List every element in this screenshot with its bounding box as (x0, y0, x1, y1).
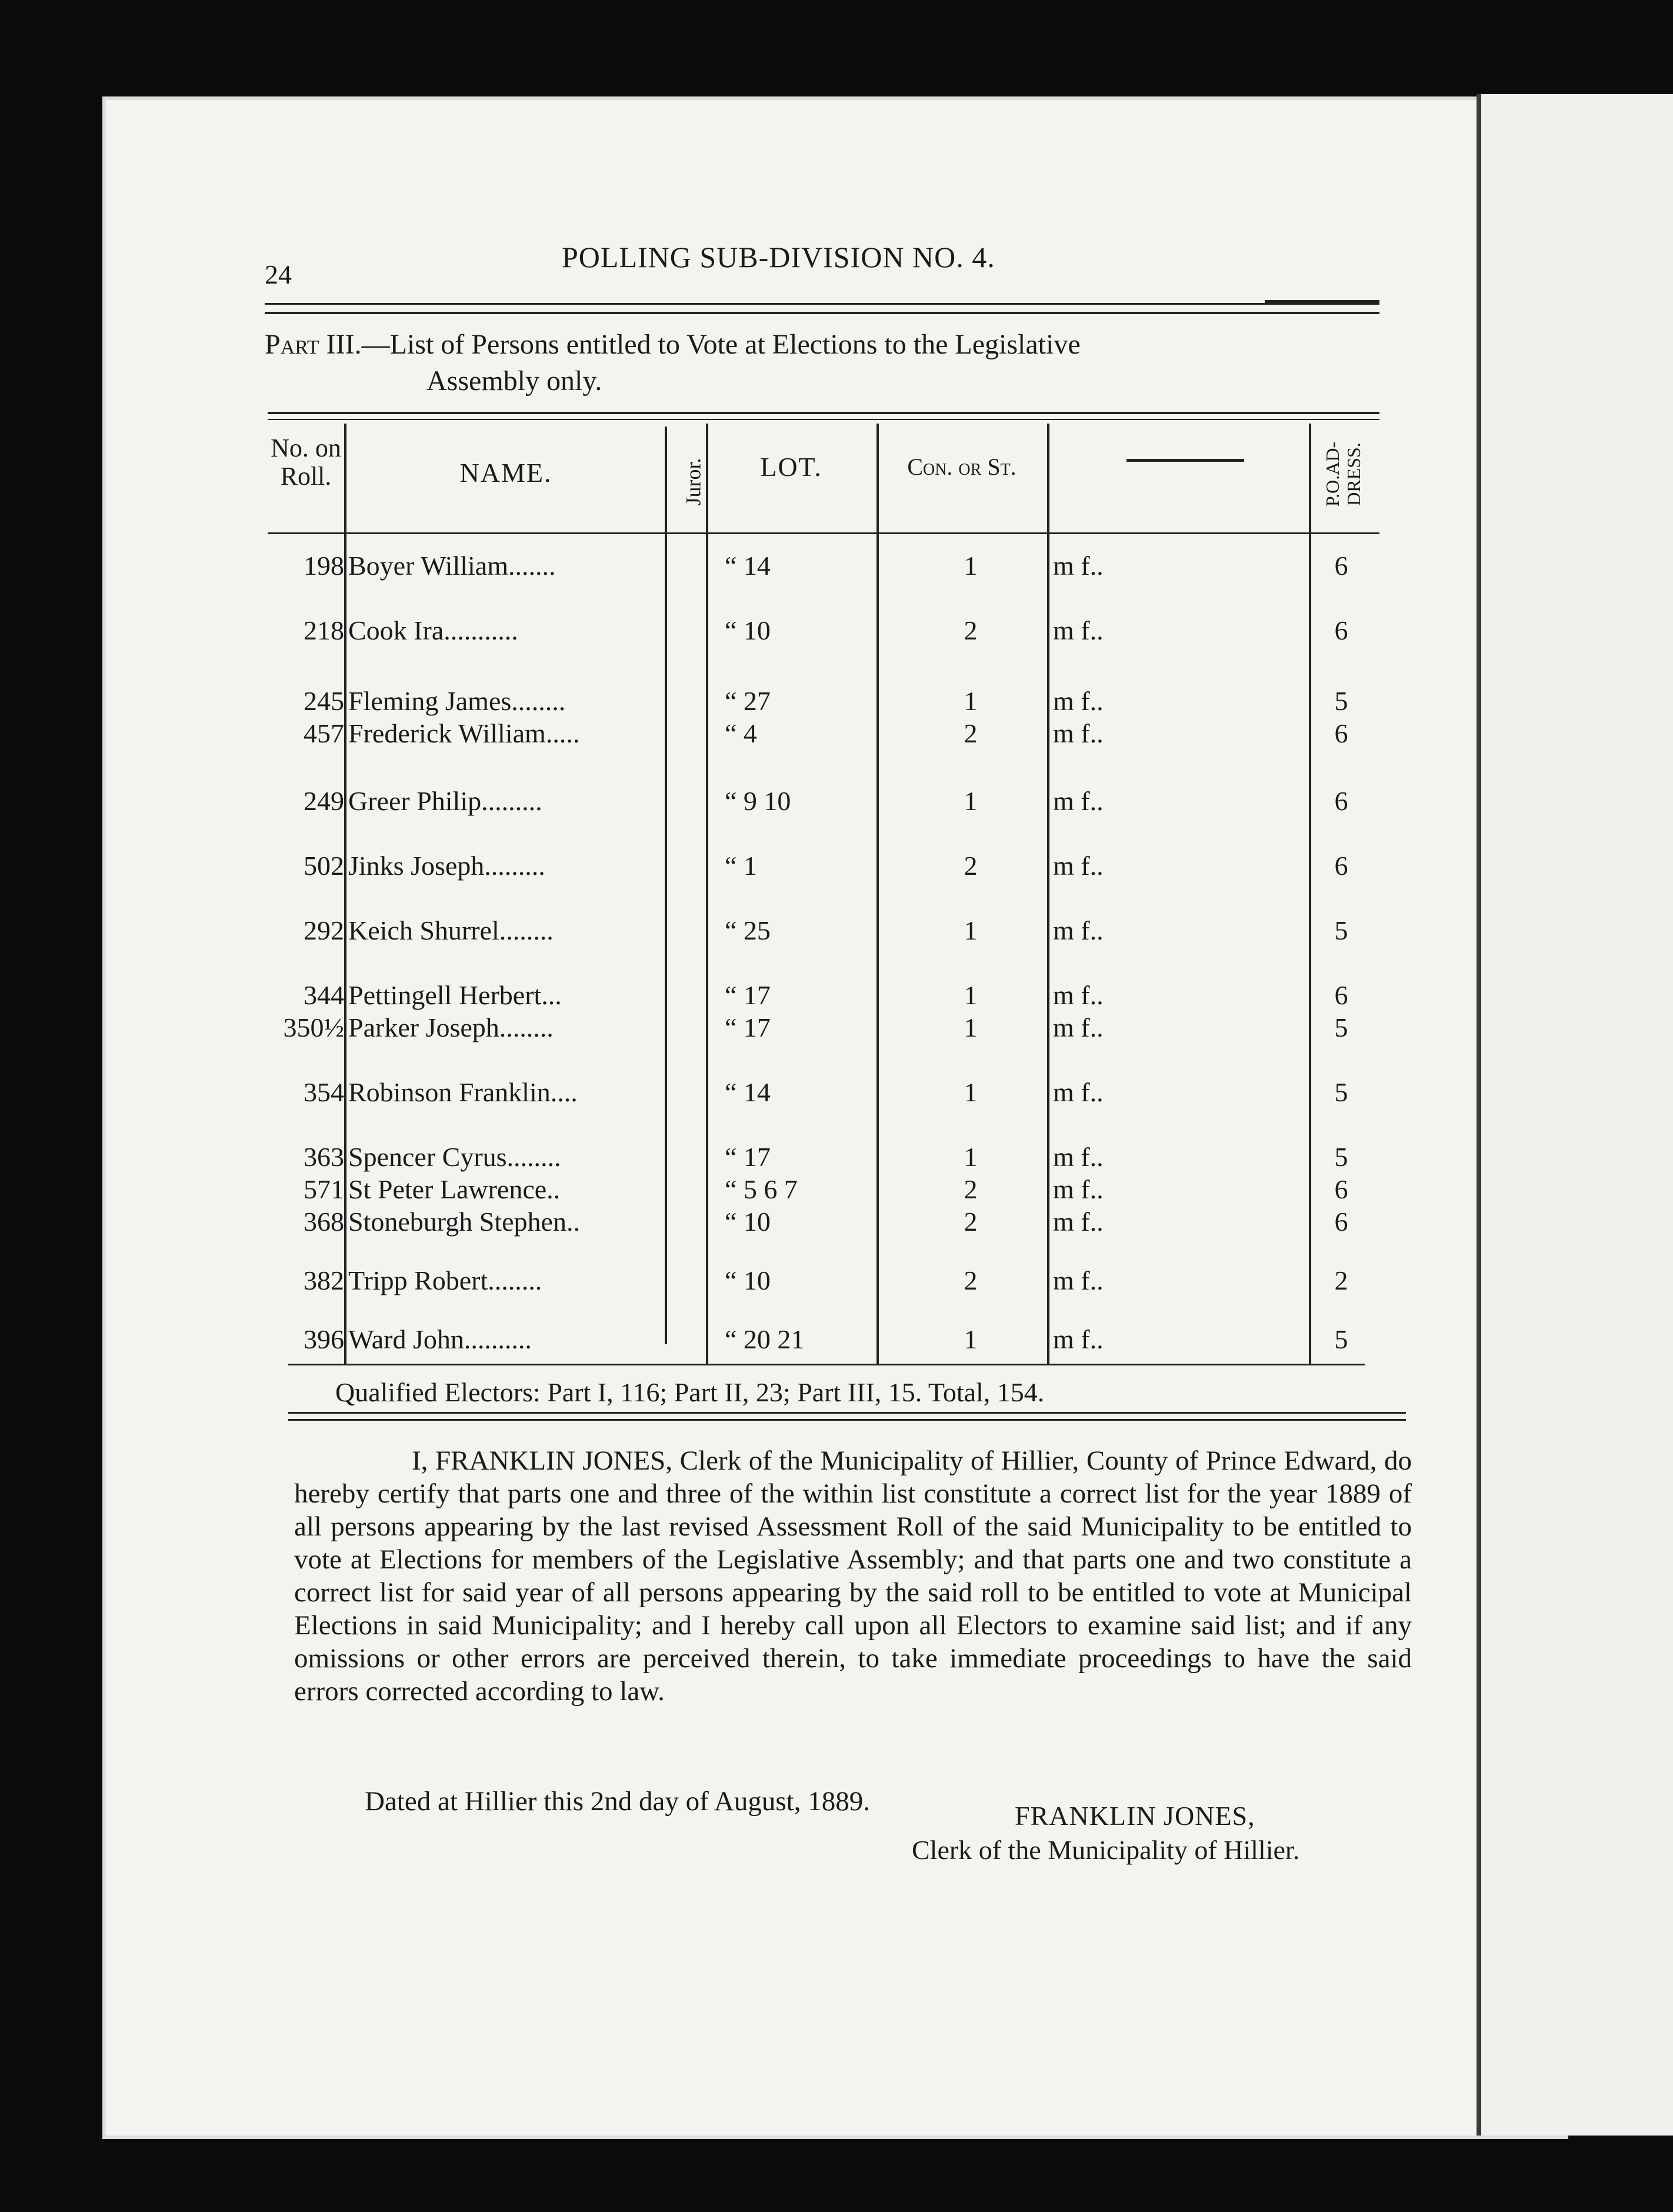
lot: “ 17 (725, 980, 771, 1010)
part-label: Part III. (265, 329, 362, 360)
table-row (0, 718, 1673, 749)
roll-number: 502 (304, 851, 344, 881)
header-rule-thin (265, 303, 1379, 305)
status: m f.. (1053, 551, 1104, 581)
roll-number: 396 (304, 1324, 344, 1354)
header-juror-label: Juror. (681, 458, 705, 506)
elector-name: Stoneburgh Stephen.. (348, 1207, 580, 1237)
status: m f.. (1053, 851, 1104, 881)
elector-name: Boyer William....... (348, 551, 556, 581)
lot: “ 25 (725, 915, 771, 945)
table-row (0, 1012, 1673, 1044)
lot: “ 27 (725, 686, 771, 716)
roll-number: 363 (304, 1142, 344, 1172)
header-juror (669, 438, 705, 527)
facing-page-edge (1477, 94, 1673, 2136)
po-address: 5 (1334, 1142, 1348, 1172)
totals-rule-1 (288, 1412, 1406, 1414)
po-address: 2 (1334, 1265, 1348, 1295)
lot: “ 10 (725, 1207, 771, 1237)
concession: 1 (964, 915, 978, 945)
po-address: 6 (1334, 786, 1348, 816)
table-row (0, 915, 1673, 947)
roll-number: 368 (304, 1207, 344, 1237)
po-address: 6 (1334, 551, 1348, 581)
concession: 1 (964, 1324, 978, 1354)
concession: 1 (964, 1142, 978, 1172)
elector-name: St Peter Lawrence.. (348, 1174, 561, 1204)
header-blank-dash (1127, 459, 1244, 462)
status: m f.. (1053, 718, 1104, 748)
status: m f.. (1053, 1142, 1104, 1172)
po-address: 5 (1334, 915, 1348, 945)
table-row (0, 850, 1673, 882)
table-row (0, 1141, 1673, 1173)
part-title-line2: Assembly only. (426, 365, 602, 397)
lot: “ 14 (725, 1077, 771, 1107)
status: m f.. (1053, 980, 1104, 1010)
lot: “ 14 (725, 551, 771, 581)
concession: 2 (964, 1174, 978, 1204)
table-row (0, 1174, 1673, 1205)
table-row (0, 550, 1673, 582)
page-number: 24 (265, 259, 292, 289)
header-name: NAME. (459, 458, 552, 488)
roll-number: 382 (304, 1265, 344, 1295)
lot: “ 17 (725, 1142, 771, 1172)
concession: 1 (964, 686, 978, 716)
header-po-label: P.O.AD-DRESS. (1322, 441, 1364, 507)
lot: “ 17 (725, 1012, 771, 1042)
table-row (0, 1077, 1673, 1108)
lot: “ 5 6 7 (725, 1174, 798, 1204)
table-row (0, 1324, 1673, 1355)
roll-number: 344 (304, 980, 344, 1010)
po-address: 5 (1334, 1012, 1348, 1042)
status: m f.. (1053, 1324, 1104, 1354)
concession: 2 (964, 1265, 978, 1295)
elector-name: Frederick William..... (348, 718, 580, 748)
concession: 2 (964, 718, 978, 748)
po-address: 5 (1334, 1324, 1348, 1354)
status: m f.. (1053, 786, 1104, 816)
elector-name: Spencer Cyrus........ (348, 1142, 561, 1172)
lot: “ 1 (725, 851, 757, 881)
signature-name: FRANKLIN JONES, (1015, 1801, 1255, 1831)
roll-number: 245 (304, 686, 344, 716)
elector-name: Jinks Joseph......... (348, 851, 545, 881)
concession: 1 (964, 551, 978, 581)
concession: 2 (964, 851, 978, 881)
table-bottom-rule (288, 1364, 1365, 1365)
header-no-on-roll: No. on Roll. (271, 434, 341, 491)
status: m f.. (1053, 915, 1104, 945)
po-address: 6 (1334, 1174, 1348, 1204)
lot: “ 10 (725, 615, 771, 645)
table-top-rule-2 (268, 419, 1379, 420)
roll-number: 457 (304, 718, 344, 748)
elector-name: Greer Philip......... (348, 786, 542, 816)
concession: 2 (964, 1207, 978, 1237)
signature-title: Clerk of the Municipality of Hillier. (912, 1835, 1300, 1865)
lot: “ 9 10 (725, 786, 791, 816)
table-row (0, 1206, 1673, 1238)
running-head: POLLING SUB-DIVISION NO. 4. (562, 241, 995, 274)
roll-number: 571 (304, 1174, 344, 1204)
status: m f.. (1053, 615, 1104, 645)
elector-name: Ward John.......... (348, 1324, 532, 1354)
table-row (0, 785, 1673, 817)
lot: “ 10 (725, 1265, 771, 1295)
roll-number: 198 (304, 551, 344, 581)
dated-line: Dated at Hillier this 2nd day of August, 1889. (365, 1786, 870, 1817)
totals-rule-2 (288, 1419, 1406, 1421)
status: m f.. (1053, 1174, 1104, 1204)
status: m f.. (1053, 1265, 1104, 1295)
lot: “ 4 (725, 718, 757, 748)
concession: 2 (964, 615, 978, 645)
lot: “ 20 21 (725, 1324, 805, 1354)
table-row (0, 615, 1673, 647)
po-address: 6 (1334, 1207, 1348, 1237)
po-address: 5 (1334, 1077, 1348, 1107)
header-rule-thick (1265, 300, 1379, 304)
elector-name: Parker Joseph........ (348, 1012, 554, 1042)
status: m f.. (1053, 1077, 1104, 1107)
status: m f.. (1053, 1012, 1104, 1042)
roll-number: 292 (304, 915, 344, 945)
roll-number: 218 (304, 615, 344, 645)
status: m f.. (1053, 1207, 1104, 1237)
roll-number: 354 (304, 1077, 344, 1107)
po-address: 5 (1334, 686, 1348, 716)
header-rule-double (265, 312, 1379, 314)
concession: 1 (964, 980, 978, 1010)
part-title-line1: —List of Persons entitled to Vote at Elections to the Legislative (361, 329, 1081, 360)
po-address: 6 (1334, 851, 1348, 881)
table-row (0, 685, 1673, 717)
certificate-text: I, FRANKLIN JONES, Clerk of the Municipality of Hillier, County of Prince Edward, do hereby certify that parts one and three of the within list constitute a correct list for the year 1889 of all persons appearing by the last revised Assessment Roll of the said Municipality to be entitled to vote at Elections for members of the Legislative Assembly; and that parts one and two constitute a correct list for said year of all persons appearing by the said roll to be entitled to vote at Municipal Elections in said Municipality; and I hereby call upon all Electors to examine said list; and if any omissions or other errors are perceived therein, to take immediate proceedings to have the said errors corrected according to law. (294, 1445, 1412, 1707)
header-po-address (1311, 412, 1375, 529)
elector-name: Robinson Franklin.... (348, 1077, 578, 1107)
header-lot: LOT. (760, 452, 822, 482)
header-con-or-st: Con. or St. (907, 454, 1017, 480)
part-title (265, 327, 1388, 399)
elector-name: Pettingell Herbert... (348, 980, 562, 1010)
qualified-electors-totals: Qualified Electors: Part I, 116; Part II, 23; Part III, 15. Total, 154. (335, 1377, 1045, 1407)
roll-number: 350½ (283, 1012, 344, 1042)
clerk-certificate (294, 1444, 1412, 1708)
concession: 1 (964, 1012, 978, 1042)
concession: 1 (964, 1077, 978, 1107)
elector-name: Keich Shurrel........ (348, 915, 554, 945)
elector-name: Cook Ira........... (348, 615, 518, 645)
table-row (0, 1265, 1673, 1297)
po-address: 6 (1334, 980, 1348, 1010)
table-header-bottom-rule (268, 532, 1379, 534)
table-top-rule (268, 412, 1379, 414)
po-address: 6 (1334, 615, 1348, 645)
elector-name: Fleming James........ (348, 686, 566, 716)
table-row (0, 980, 1673, 1011)
status: m f.. (1053, 686, 1104, 716)
elector-name: Tripp Robert........ (348, 1265, 542, 1295)
po-address: 6 (1334, 718, 1348, 748)
concession: 1 (964, 786, 978, 816)
page-sheet (106, 100, 1565, 2136)
roll-number: 249 (304, 786, 344, 816)
